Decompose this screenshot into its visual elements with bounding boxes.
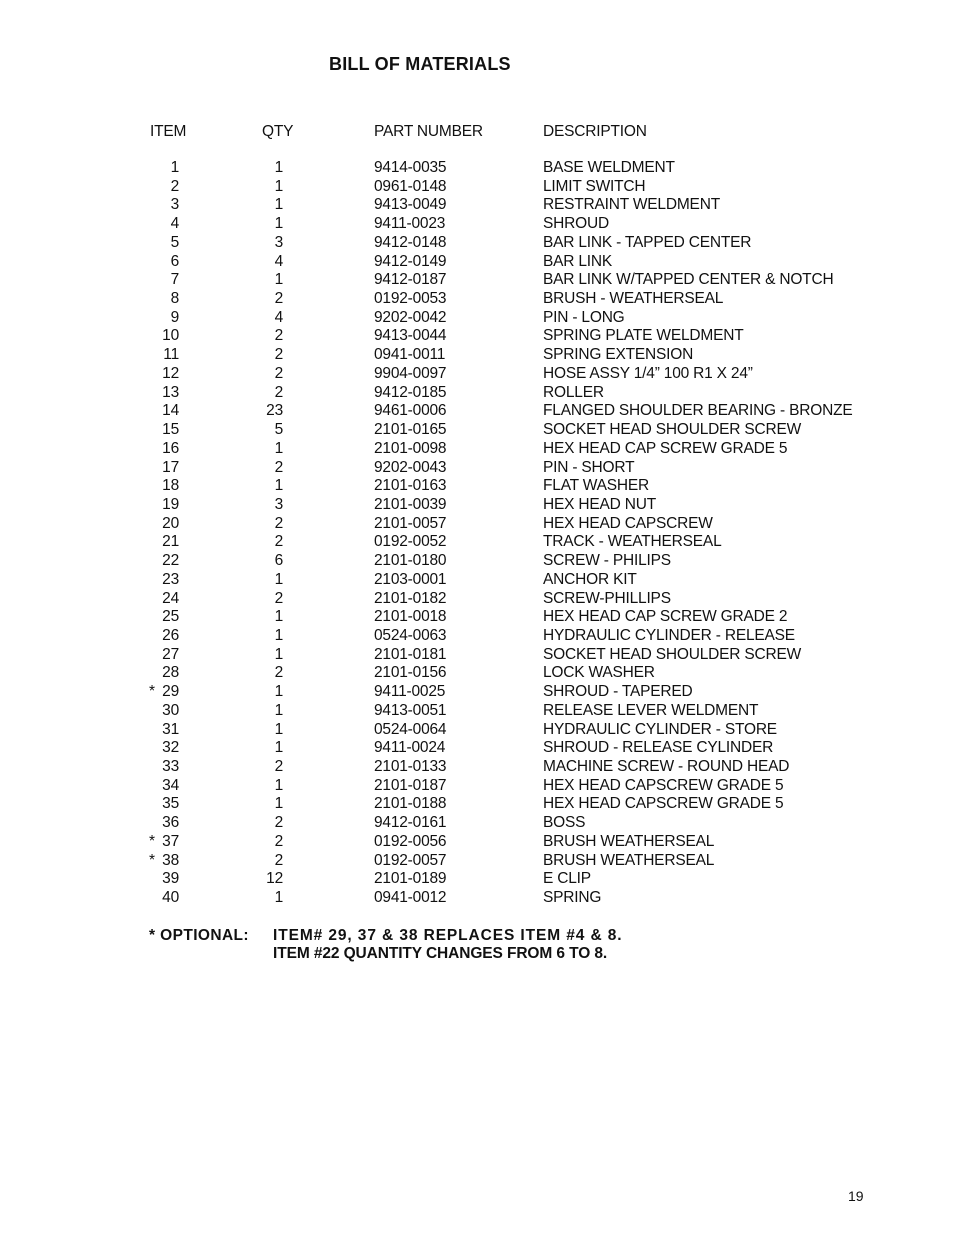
table-row: [0, 477, 954, 496]
quantity: 2: [274, 458, 283, 476]
part-number: 0192-0053: [374, 290, 447, 308]
item-number: 7: [170, 271, 179, 289]
part-number: 9412-0187: [374, 271, 447, 289]
quantity: 2: [274, 533, 283, 551]
quantity: 2: [274, 290, 283, 308]
description: MACHINE SCREW - ROUND HEAD: [543, 758, 790, 775]
quantity: 23: [266, 402, 283, 420]
item-number: 17: [162, 458, 179, 476]
table-row: [0, 440, 954, 459]
part-number: 9412-0148: [374, 233, 447, 251]
optional-note-line-1: ITEM# 29, 37 & 38 REPLACES ITEM #4 & 8.: [273, 927, 623, 944]
item-number: 3: [170, 196, 179, 214]
quantity: 1: [274, 645, 283, 663]
quantity: 2: [274, 589, 283, 607]
part-number: 2101-0189: [374, 870, 447, 888]
item-number: 13: [162, 383, 179, 401]
column-header-description: DESCRIPTION: [543, 123, 647, 140]
table-row: [0, 159, 954, 178]
table-row: [0, 608, 954, 627]
quantity: 1: [274, 477, 283, 495]
description: BAR LINK W/TAPPED CENTER & NOTCH: [543, 271, 834, 289]
description: SPRING PLATE WELDMENT: [543, 327, 744, 345]
table-row: [0, 590, 954, 609]
part-number: 2101-0188: [374, 795, 447, 813]
part-number: 9411-0025: [374, 683, 446, 701]
part-number: 2101-0163: [374, 477, 447, 495]
description: HYDRAULIC CYLINDER - RELEASE: [543, 626, 795, 644]
table-row: [0, 664, 954, 683]
quantity: 1: [274, 776, 283, 794]
item-number: 21: [162, 533, 179, 551]
item-number: 4: [170, 215, 179, 233]
table-row: [0, 683, 954, 702]
part-number: 9412-0185: [374, 383, 447, 401]
item-number: 10: [162, 327, 179, 345]
item-number: 6: [170, 252, 179, 270]
table-header: [0, 123, 954, 143]
table-row: [0, 758, 954, 777]
item-number: 1: [170, 159, 179, 176]
description: RESTRAINT WELDMENT: [543, 196, 720, 214]
quantity: 2: [274, 758, 283, 775]
quantity: 1: [274, 795, 283, 813]
item-number: 38: [162, 851, 179, 869]
table-row: [0, 571, 954, 590]
item-number: 12: [162, 364, 179, 382]
item-number: 5: [170, 233, 179, 251]
part-number: 9414-0035: [374, 159, 447, 176]
quantity: 1: [274, 889, 283, 907]
optional-marker: *: [149, 832, 155, 850]
table-row: [0, 327, 954, 346]
description: BRUSH WEATHERSEAL: [543, 851, 715, 869]
part-number: 9412-0149: [374, 252, 447, 270]
part-number: 2101-0057: [374, 514, 447, 532]
table-row: [0, 552, 954, 571]
part-number: 0192-0057: [374, 851, 447, 869]
quantity: 2: [274, 814, 283, 832]
description: HOSE ASSY 1/4” 100 R1 X 24”: [543, 364, 753, 382]
table-row: [0, 421, 954, 440]
table-row: [0, 777, 954, 796]
part-number: 2101-0039: [374, 495, 447, 513]
part-number: 2103-0001: [374, 570, 447, 588]
table-row: [0, 271, 954, 290]
item-number: 27: [162, 645, 179, 663]
description: HYDRAULIC CYLINDER - STORE: [543, 720, 777, 738]
part-number: 9413-0044: [374, 327, 447, 345]
description: LOCK WASHER: [543, 664, 655, 682]
table-row: [0, 646, 954, 665]
item-number: 11: [163, 346, 179, 364]
part-number: 9412-0161: [374, 814, 447, 832]
description: HEX HEAD CAPSCREW: [543, 514, 713, 532]
item-number: 39: [162, 870, 179, 888]
description: BRUSH - WEATHERSEAL: [543, 290, 724, 308]
quantity: 1: [274, 626, 283, 644]
quantity: 5: [274, 421, 283, 439]
table-row: [0, 833, 954, 852]
part-number: 2101-0182: [374, 589, 447, 607]
item-number: 35: [162, 795, 179, 813]
optional-note-line-2: ITEM #22 QUANTITY CHANGES FROM 6 TO 8.: [273, 945, 608, 962]
part-number: 2101-0187: [374, 776, 447, 794]
description: BAR LINK - TAPPED CENTER: [543, 233, 752, 251]
table-row: [0, 739, 954, 758]
description: E CLIP: [543, 870, 591, 888]
table-row: [0, 234, 954, 253]
item-number: 8: [170, 290, 179, 308]
item-number: 14: [162, 402, 179, 420]
description: PIN - SHORT: [543, 458, 635, 476]
table-row: [0, 496, 954, 515]
column-header-part-number: PART NUMBER: [374, 123, 483, 140]
quantity: 6: [274, 552, 283, 570]
description: HEX HEAD CAP SCREW GRADE 5: [543, 439, 788, 457]
table-row: [0, 290, 954, 309]
part-number: 9904-0097: [374, 364, 447, 382]
description: FLANGED SHOULDER BEARING - BRONZE: [543, 402, 853, 420]
quantity: 2: [274, 514, 283, 532]
part-number: 2101-0180: [374, 552, 447, 570]
optional-marker: *: [149, 683, 155, 701]
quantity: 1: [274, 720, 283, 738]
optional-note-label: * OPTIONAL:: [149, 927, 249, 944]
description: SOCKET HEAD SHOULDER SCREW: [543, 645, 802, 663]
description: LIMIT SWITCH: [543, 177, 646, 195]
table-row: [0, 384, 954, 403]
item-number: 18: [162, 477, 179, 495]
item-number: 16: [162, 439, 179, 457]
table-row: [0, 402, 954, 421]
table-row: [0, 253, 954, 272]
item-number: 20: [162, 514, 179, 532]
quantity: 1: [274, 196, 283, 214]
item-number: 31: [162, 720, 179, 738]
table-row: [0, 215, 954, 234]
item-number: 19: [162, 495, 179, 513]
quantity: 2: [274, 383, 283, 401]
part-number: 0941-0012: [374, 889, 447, 907]
item-number: 2: [170, 177, 179, 195]
part-number: 9413-0051: [374, 701, 447, 719]
page-title: BILL OF MATERIALS: [329, 54, 511, 74]
description: SCREW-PHILLIPS: [543, 589, 671, 607]
item-number: 23: [162, 570, 179, 588]
quantity: 1: [274, 608, 283, 626]
description: SPRING: [543, 889, 602, 907]
item-number: 15: [162, 421, 179, 439]
item-number: 22: [162, 552, 179, 570]
quantity: 4: [274, 252, 283, 270]
part-number: 9411-0024: [374, 739, 446, 757]
part-number: 0524-0063: [374, 626, 447, 644]
part-number: 0961-0148: [374, 177, 447, 195]
description: SCREW - PHILIPS: [543, 552, 671, 570]
quantity: 2: [274, 664, 283, 682]
item-number: 36: [162, 814, 179, 832]
bill-of-materials-table: [0, 159, 954, 908]
part-number: 9461-0006: [374, 402, 447, 420]
description: SOCKET HEAD SHOULDER SCREW: [543, 421, 802, 439]
part-number: 2101-0181: [374, 645, 447, 663]
description: BASE WELDMENT: [543, 159, 675, 176]
column-header-item: ITEM: [150, 123, 187, 140]
quantity: 1: [274, 215, 283, 233]
part-number: 0192-0056: [374, 832, 447, 850]
description: BRUSH WEATHERSEAL: [543, 832, 715, 850]
item-number: 33: [162, 758, 179, 775]
description: HEX HEAD CAPSCREW GRADE 5: [543, 795, 784, 813]
item-number: 34: [162, 776, 179, 794]
quantity: 1: [274, 570, 283, 588]
item-number: 26: [162, 626, 179, 644]
quantity: 2: [274, 327, 283, 345]
table-row: [0, 515, 954, 534]
part-number: 0524-0064: [374, 720, 447, 738]
quantity: 3: [274, 233, 283, 251]
description: SHROUD - TAPERED: [543, 683, 693, 701]
table-row: [0, 533, 954, 552]
item-number: 40: [162, 889, 179, 907]
quantity: 2: [274, 364, 283, 382]
table-row: [0, 795, 954, 814]
quantity: 12: [266, 870, 283, 888]
table-row: [0, 178, 954, 197]
quantity: 1: [274, 439, 283, 457]
quantity: 1: [274, 177, 283, 195]
quantity: 2: [274, 346, 283, 364]
quantity: 3: [274, 495, 283, 513]
table-row: [0, 627, 954, 646]
description: BOSS: [543, 814, 586, 832]
description: HEX HEAD NUT: [543, 495, 657, 513]
table-row: [0, 459, 954, 478]
description: PIN - LONG: [543, 308, 625, 326]
item-number: 28: [162, 664, 179, 682]
quantity: 4: [274, 308, 283, 326]
item-number: 29: [162, 683, 179, 701]
part-number: 2101-0165: [374, 421, 447, 439]
quantity: 1: [274, 701, 283, 719]
column-header-qty: QTY: [262, 123, 294, 140]
item-number: 37: [162, 832, 179, 850]
table-row: [0, 721, 954, 740]
part-number: 9202-0042: [374, 308, 447, 326]
description: RELEASE LEVER WELDMENT: [543, 701, 759, 719]
item-number: 32: [162, 739, 179, 757]
part-number: 0192-0052: [374, 533, 447, 551]
table-row: [0, 196, 954, 215]
table-row: [0, 309, 954, 328]
part-number: 2101-0018: [374, 608, 447, 626]
description: HEX HEAD CAPSCREW GRADE 5: [543, 776, 784, 794]
table-row: [0, 870, 954, 889]
table-row: [0, 365, 954, 384]
quantity: 1: [274, 683, 283, 701]
quantity: 2: [274, 832, 283, 850]
quantity: 2: [274, 851, 283, 869]
item-number: 30: [162, 701, 179, 719]
description: ANCHOR KIT: [543, 570, 637, 588]
optional-marker: *: [149, 851, 155, 869]
description: FLAT WASHER: [543, 477, 650, 495]
description: SHROUD: [543, 215, 609, 233]
quantity: 1: [274, 739, 283, 757]
description: SHROUD - RELEASE CYLINDER: [543, 739, 774, 757]
part-number: 0941-0011: [374, 346, 446, 364]
description: BAR LINK: [543, 252, 613, 270]
quantity: 1: [274, 159, 283, 176]
quantity: 1: [274, 271, 283, 289]
table-row: [0, 814, 954, 833]
description: TRACK - WEATHERSEAL: [543, 533, 722, 551]
part-number: 9411-0023: [374, 215, 446, 233]
page-number: 19: [848, 1188, 864, 1204]
table-row: [0, 889, 954, 908]
item-number: 24: [162, 589, 179, 607]
description: SPRING EXTENSION: [543, 346, 694, 364]
part-number: 2101-0133: [374, 758, 447, 775]
part-number: 2101-0156: [374, 664, 447, 682]
item-number: 9: [170, 308, 179, 326]
part-number: 9202-0043: [374, 458, 447, 476]
description: ROLLER: [543, 383, 604, 401]
part-number: 9413-0049: [374, 196, 447, 214]
part-number: 2101-0098: [374, 439, 447, 457]
table-row: [0, 852, 954, 871]
table-row: [0, 346, 954, 365]
table-row: [0, 702, 954, 721]
item-number: 25: [162, 608, 179, 626]
description: HEX HEAD CAP SCREW GRADE 2: [543, 608, 788, 626]
